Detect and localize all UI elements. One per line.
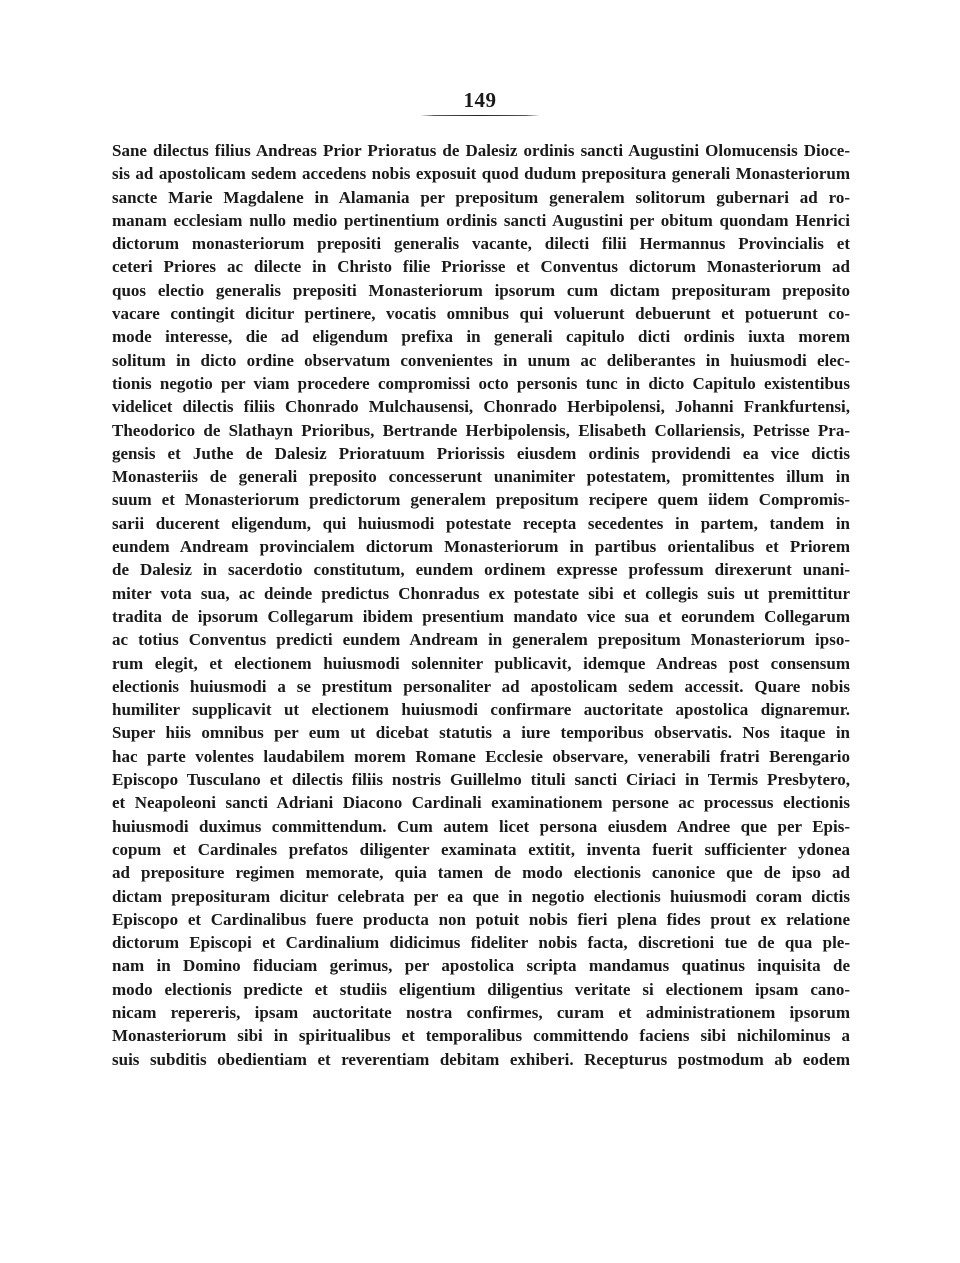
- text-line: Theodorico de Slathayn Prioribus, Bertrande Herbipolensis, Elisabeth Collariensis, Petrisse Pra-: [112, 420, 850, 440]
- text-line: vacare contingit dicitur pertinere, vocatis omnibus qui voluerunt debuerunt et potuerunt co-: [112, 304, 850, 324]
- text-line: eundem Andream provincialem dictorum Monasteriorum in partibus orientalibus et Priorem: [112, 537, 850, 557]
- text-line: miter vota sua, ac deinde predictus Chonradus ex potestate sibi et collegis suis ut premittitur: [112, 583, 850, 603]
- text-line: videlicet dilectis filiis Chonrado Mulchausensi, Chonrado Herbipolensi, Johanni Frankfurtensi,: [112, 397, 850, 417]
- text-line: ad prepositure regimen memorate, quia tamen de modo electionis canonice que de ipso ad: [112, 863, 850, 883]
- text-line: suum et Monasteriorum predictorum generalem prepositum recipere quem iidem Compromis-: [112, 490, 850, 510]
- text-line: solitum in dicto ordine observatum convenientes in unum ac deliberantes in huiusmodi elec-: [112, 350, 850, 370]
- text-line: ac totius Conventus predicti eundem Andream in generalem prepositum Monasteriorum ipso-: [112, 630, 850, 650]
- text-line: huiusmodi duximus committendum. Cum autem licet persona eiusdem Andree que per Epis-: [112, 816, 850, 836]
- text-line: hac parte volentes laudabilem morem Romane Ecclesie observare, venerabili fratri Berengario: [112, 746, 850, 766]
- text-line: gensis et Juthe de Dalesiz Prioratuum Priorissis eiusdem ordinis providendi ea vice dictis: [112, 443, 850, 463]
- text-line: manam ecclesiam nullo medio pertinentium ordinis sancti Augustini per obitum quondam Henrici: [112, 210, 850, 230]
- text-line: Monasteriis de generali preposito concesserunt unanimiter potestatem, promittentes illum in: [112, 467, 850, 487]
- text-line: dictorum Episcopi et Cardinalium didicimus fideliter nobis facta, discretioni tue de qua ple-: [112, 933, 850, 953]
- page-header: [420, 88, 540, 112]
- text-line: ceteri Priores ac dilecte in Christo filie Priorisse et Conventus dictorum Monasteriorum ad: [112, 257, 850, 277]
- text-line: rum elegit, et electionem huiusmodi solenniter publicavit, idemque Andreas post consensum: [112, 653, 850, 673]
- text-line: Monasteriorum sibi in spiritualibus et temporalibus committendo faciens sibi nichilominus a: [112, 1026, 850, 1046]
- header-rule: [420, 115, 540, 116]
- text-line: quos electio generalis prepositi Monasteriorum ipsorum cum dictam preposituram preposito: [112, 280, 850, 300]
- text-line: modo electionis predicte et studiis eligentium diligentius veritate si electionem ipsam cano-: [112, 979, 850, 999]
- text-line: humiliter supplicavit ut electionem huiusmodi confirmare auctoritate apostolica dignaremur.: [112, 700, 850, 720]
- text-line: tionis negotio per viam procedere compromissi octo personis tunc in dicto Capitulo existentibus: [112, 373, 850, 393]
- page-number: 149: [463, 88, 497, 112]
- text-line: de Dalesiz in sacerdotio constitutum, eundem ordinem expresse professum direxerunt unani-: [112, 560, 850, 580]
- text-line: Episcopo Tusculano et dilectis filiis nostris Guillelmo tituli sancti Ciriaci in Termis Presbytero,: [112, 770, 850, 790]
- text-line: et Neapoleoni sancti Adriani Diacono Cardinali examinationem persone ac processus electionis: [112, 793, 850, 813]
- text-line: Episcopo et Cardinalibus fuere producta non potuit nobis fieri plena fides prout ex relatione: [112, 909, 850, 929]
- text-line: electionis huiusmodi a se prestitum personaliter ad apostolicam sedem accessit. Quare nobis: [112, 676, 850, 696]
- text-line: sis ad apostolicam sedem accedens nobis exposuit quod dudum prepositura generali Monasteriorum: [112, 164, 850, 184]
- text-line: mode interesse, die ad eligendum prefixa in generali capitulo dicti ordinis iuxta morem: [112, 327, 850, 347]
- text-line: Super hiis omnibus per eum ut dicebat statutis a iure temporibus observatis. Nos itaque in: [112, 723, 850, 743]
- text-line: sarii ducerent eligendum, qui huiusmodi potestate recepta secedentes in partem, tandem in: [112, 513, 850, 533]
- text-line: Sane dilectus filius Andreas Prior Prioratus de Dalesiz ordinis sancti Augustini Olomucensis Dioce-: [112, 141, 850, 160]
- text-line: nicam repereris, ipsam auctoritate nostra confirmes, curam et administrationem ipsorum: [112, 1002, 850, 1022]
- body-text: [112, 139, 850, 1071]
- text-line: nam in Domino fiduciam gerimus, per apostolica scripta mandamus quatinus inquisita de: [112, 956, 850, 976]
- text-line: suis subditis obedientiam et reverentiam debitam exhiberi. Recepturus postmodum ab eodem: [112, 1049, 850, 1069]
- text-line: tradita de ipsorum Collegarum ibidem presentium mandato vice sua et eorundem Collegarum: [112, 606, 850, 626]
- text-line: copum et Cardinales prefatos diligenter examinata extitit, inventa fuerit sufficienter ydonea: [112, 839, 850, 859]
- text-line: dictorum monasteriorum prepositi generalis vacante, dilecti filii Hermannus Provincialis et: [112, 234, 850, 254]
- text-line: sancte Marie Magdalene in Alamania per prepositum generalem solitorum gubernari ad ro-: [112, 187, 850, 207]
- text-line: dictam preposituram dicitur celebrata per ea que in negotio electionis huiusmodi coram dictis: [112, 886, 850, 906]
